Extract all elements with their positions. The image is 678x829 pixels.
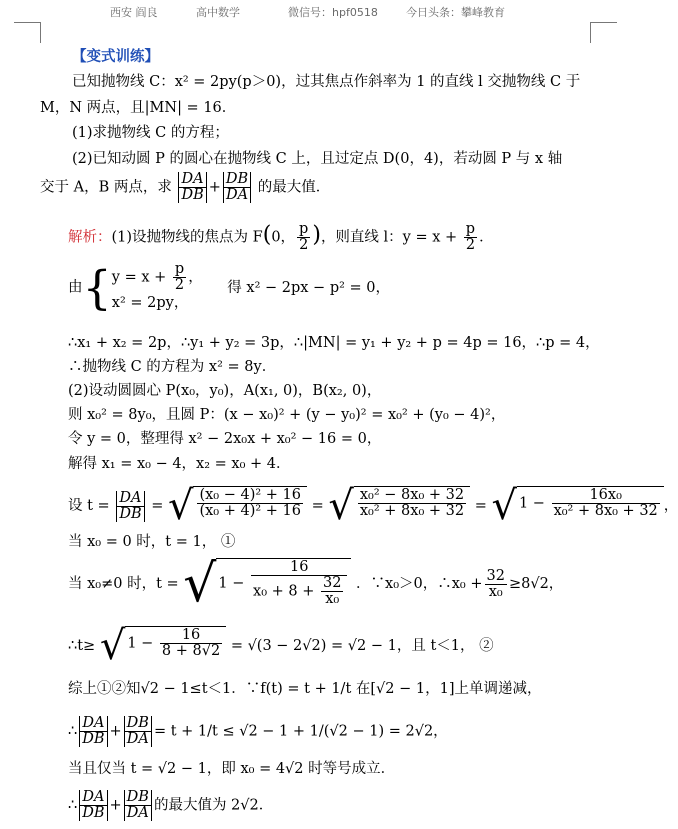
- question-1: (1)求抛物线 C 的方程；: [72, 125, 229, 141]
- crop-mark-left: [14, 22, 41, 43]
- solution-line-15: 当且仅当 t = √2 − 1，即 x₀ = 4√2 时等号成立．: [68, 761, 396, 777]
- solution-line-11: 当 x₀≠0 时，t = √ 1 − 16 x₀ + 8 + $\frac{32}{\text{x₀}}$ ．∵x₀＞0，∴x₀ + $\frac{32}{\text{x₀}}$ ≥8√2，: [68, 554, 564, 614]
- solution-line-12: ∴t≥ √ 1 − $\frac{16}{8 + 8√2}$ = √(3 − 2√2) = √2 − 1，且 t＜1， ②: [68, 623, 494, 669]
- solution-line-6: 则 x₀² = 8y₀，且圆 P：(x − x₀)² + (y − y₀)² = x₀² + (y₀ − 4)²，: [68, 407, 506, 423]
- solution-line-10: 当 x₀ = 0 时，t = 1， ①: [68, 534, 236, 550]
- problem-line-1: 已知抛物线 C：x² = 2py(p＞0)，过其焦点作斜率为 1 的直线 l 交抛物线 C 于: [72, 74, 581, 90]
- solution-line-7: 令 y = 0，整理得 x² − 2x₀x + x₀² − 16 = 0，: [68, 431, 382, 447]
- solution-line-8: 解得 x₁ = x₀ − 4，x₂ = x₀ + 4．: [68, 456, 291, 472]
- problem-line-2: M，N 两点，且|MN| = 16．: [40, 100, 237, 116]
- solution-line-14: ∴ $\frac{DA}{DB}$ + $\frac{DB}{DA}$ = t + 1/t ≤ √2 − 1 + 1/(√2 − 1) = 2√2，: [68, 715, 448, 747]
- solution-line-13: 综上①②知√2 − 1≤t＜1．∵f(t) = t + 1/t 在[√2 − 1，1]上单调递减，: [68, 681, 542, 697]
- crop-mark-right: [590, 22, 617, 43]
- solution-line-16: ∴ $\frac{DA}{DB}$ + $\frac{DB}{DA}$ 的最大值为 2√2．: [68, 789, 274, 821]
- solution-line-5: (2)设动圆圆心 P(x₀，y₀)，A(x₁, 0)，B(x₂, 0)，: [68, 383, 382, 399]
- header-wechat: 微信号：hpf0518: [288, 6, 378, 19]
- question-2: (2)已知动圆 P 的圆心在抛物线 C 上，且过定点 D(0，4)，若动圆 P 与 x 轴: [72, 151, 563, 167]
- header-subject: 高中数学: [196, 6, 240, 19]
- solution-system: 由{ y = x + $\frac{p}{2}$ ， x² = 2py， 得 x² − 2px − p² = 0，: [68, 260, 391, 315]
- solution-line-3: ∴x₁ + x₂ = 2p，∴y₁ + y₂ = 3p，∴|MN| = y₁ + y₂ + p = 4p = 16，∴p = 4，: [68, 335, 600, 351]
- solution-label: 解析：: [68, 229, 112, 246]
- question-2-continued: 交于 A，B 两点，求 $\frac{DA}{DB}$ + $\frac{DB}{DA}$ 的最大值．: [40, 171, 331, 203]
- section-title: 【变式训练】: [72, 48, 159, 65]
- header-toutiao: 今日头条：攀峰教育: [406, 6, 505, 19]
- solution-line-9: 设 t = $\frac{DA}{DB}$ = √ $\frac{\text{(x₀ − 4)² + 16}}{\text{(x₀ + 4)² + 16}}$ = √ $\frac{\text{x₀² − 8x₀ + 32}}{\text{x₀² + 8x₀ + 32}}$ = √ 1 − $\frac{\text{16x₀}}{\text{x₀² + 8x₀ + 32}}$ ，: [68, 483, 678, 529]
- solution-line-4: ∴抛物线 C 的方程为 x² = 8y．: [68, 359, 277, 375]
- solution-line-1: 解析：(1)设抛物线的焦点为 F(0， $\frac{p}{2}$ )，则直线 l：y = x + $\frac{p}{2}$ ．: [68, 221, 494, 253]
- header-author: 西安 阎良: [110, 6, 158, 19]
